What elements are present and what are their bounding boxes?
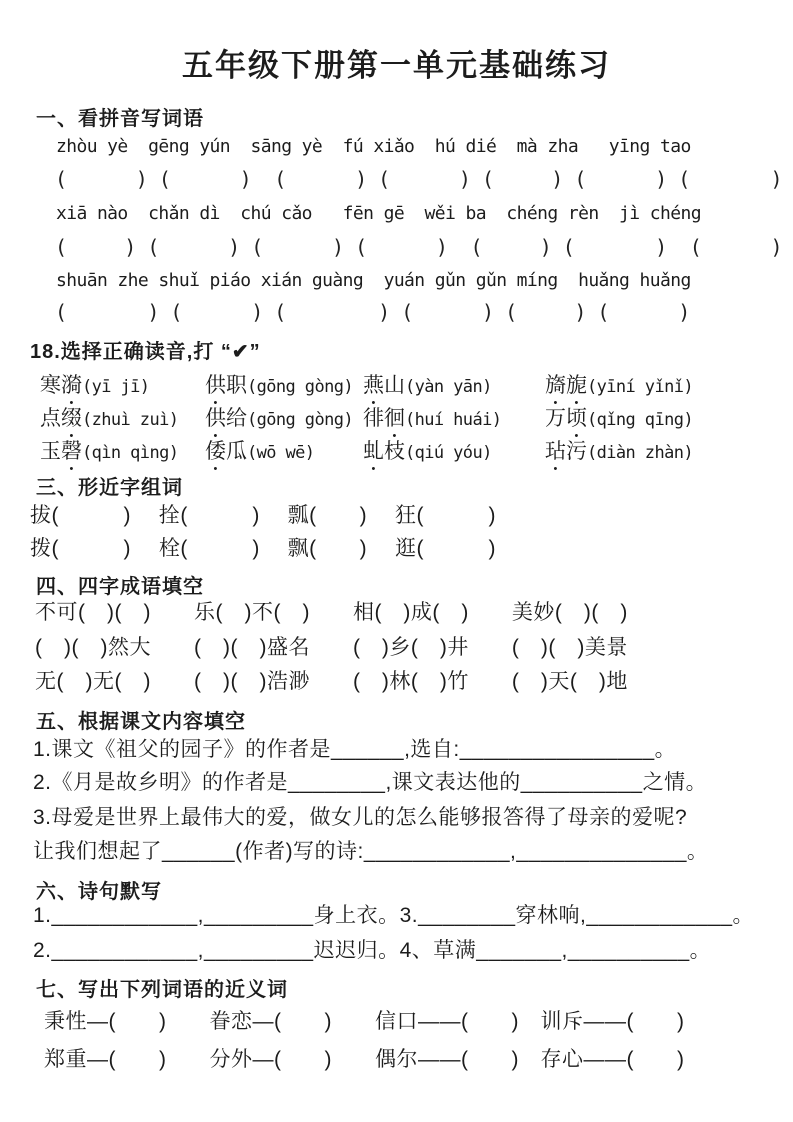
pinyin-annotation: (yīní yǐnǐ): [587, 377, 693, 397]
word-text: 倭瓜: [205, 440, 247, 463]
word-item: [545, 435, 693, 475]
fill-blank-line-2: 2.《月是故乡明》的作者是________,课文表达他的__________之情。: [33, 771, 708, 794]
word-item: [205, 435, 363, 475]
emphasized-char: 旖旎: [545, 374, 587, 397]
word-item: [363, 435, 545, 475]
emphasized-char: 顷: [566, 407, 587, 430]
pinyin-annotation: (qiú yóu): [405, 443, 492, 463]
emphasized-char: 玷: [545, 440, 566, 463]
emphasized-char: 缀: [61, 407, 82, 430]
emphasized-char: 漪: [61, 374, 82, 397]
pinyin-annotation: (wō wē): [247, 443, 315, 463]
emphasized-char: 磬: [61, 440, 82, 463]
pinyin-line-2: xiā nào chǎn dì chú cǎo fēn gē wěi ba chéng rèn jì chéng: [56, 203, 701, 224]
idiom-row-2: ( )( )然大 ( )( )盛名 ( )乡( )井 ( )( )美景: [35, 636, 628, 659]
section-4-heading: 四、四字成语填空: [36, 576, 204, 598]
section-3-heading: 三、形近字组词: [36, 477, 183, 499]
word-text: 供给: [205, 407, 247, 430]
word-item: [40, 435, 205, 475]
word-text: 玉磬: [40, 440, 82, 463]
pinyin-annotation: (yī jī): [82, 377, 150, 397]
answer-brackets-line-1: ( ) ( ) ( ) ( ) ( ) ( ) ( ): [55, 167, 783, 191]
word-text: 点缀: [40, 407, 82, 430]
word-text: 徘徊: [363, 407, 405, 430]
section-18-heading: 18.选择正确读音,打 “✔”: [30, 341, 261, 363]
poem-line-2: 2.____________,_________迟迟归。4、草满_______,__________。: [33, 939, 712, 962]
fill-blank-line-3: 3.母爱是世界上最伟大的爱，做女儿的怎么能够报答得了母亲的爱呢?: [33, 806, 688, 829]
pinyin-line-3: shuān zhe shuǐ piáo xián guàng yuán gǔn gǔn míng huǎng huǎng: [56, 270, 691, 291]
answer-brackets-line-2: ( ) ( ) ( ) ( ) ( ) ( ) ( ): [55, 235, 783, 259]
word-text: 燕山: [363, 374, 405, 397]
poem-line-1: 1.____________,_________身上衣。3.________穿林响,____________。: [33, 904, 755, 927]
word-text: [545, 374, 587, 397]
similar-char-row-1: 拔( ) 拴( ) 瓢( ) 狂( ): [30, 504, 496, 527]
pinyin-annotation: (qǐng qīng): [587, 410, 693, 430]
synonym-row-1: 秉性—( ) 眷恋—( ) 信口——( ) 训斥——( ): [44, 1010, 685, 1033]
similar-char-row-2: 拨( ) 栓( ) 飘( ) 逛( ): [30, 537, 496, 560]
pronunciation-row-3: [40, 435, 780, 475]
fill-blank-line-1: 1.课文《祖父的园子》的作者是______,选自:________________。: [33, 738, 677, 761]
pinyin-annotation: (huí huái): [405, 410, 502, 430]
emphasized-char: 供: [205, 374, 226, 397]
word-text: 供职: [205, 374, 247, 397]
emphasized-char: 倭: [205, 440, 226, 463]
fill-blank-line-4: 让我们想起了______(作者)写的诗:____________,______________。: [33, 840, 709, 863]
section-5-heading: 五、根据课文内容填空: [36, 711, 246, 733]
worksheet-title: 五年级下册第一单元基础练习: [182, 48, 611, 83]
pinyin-annotation: (gōng gòng): [247, 410, 353, 430]
word-text: 玷污: [545, 440, 587, 463]
pinyin-annotation: (diàn zhàn): [587, 443, 693, 463]
synonym-row-2: 郑重—( ) 分外—( ) 偶尔——( ) 存心——( ): [44, 1048, 685, 1071]
emphasized-char: 燕: [363, 374, 384, 397]
word-text: 寒漪: [40, 374, 82, 397]
idiom-row-3: 无( )无( ) ( )( )浩渺 ( )林( )竹 ( )天( )地: [35, 670, 628, 693]
pinyin-annotation: (yàn yān): [405, 377, 492, 397]
pinyin-annotation: (qìn qìng): [82, 443, 179, 463]
section-1-heading: 一、看拼音写词语: [36, 108, 204, 130]
answer-brackets-line-3: ( ) ( ) ( ) ( ) ( ) ( ): [55, 300, 690, 324]
emphasized-char: 虬: [363, 440, 384, 463]
emphasized-char: 徊: [384, 407, 405, 430]
pinyin-line-1: zhòu yè gēng yún sāng yè fú xiǎo hú dié mà zha yīng tao: [56, 136, 691, 157]
pinyin-annotation: (gōng gòng): [247, 377, 353, 397]
emphasized-char: 供: [205, 407, 226, 430]
pinyin-annotation: (zhuì zuì): [82, 410, 179, 430]
section-6-heading: 六、诗句默写: [36, 881, 162, 903]
section-7-heading: 七、写出下列词语的近义词: [36, 979, 288, 1001]
word-text: 虬枝: [363, 440, 405, 463]
idiom-row-1: 不可( )( ) 乐( )不( ) 相( )成( ) 美妙( )( ): [35, 601, 628, 624]
word-text: 万顷: [545, 407, 587, 430]
